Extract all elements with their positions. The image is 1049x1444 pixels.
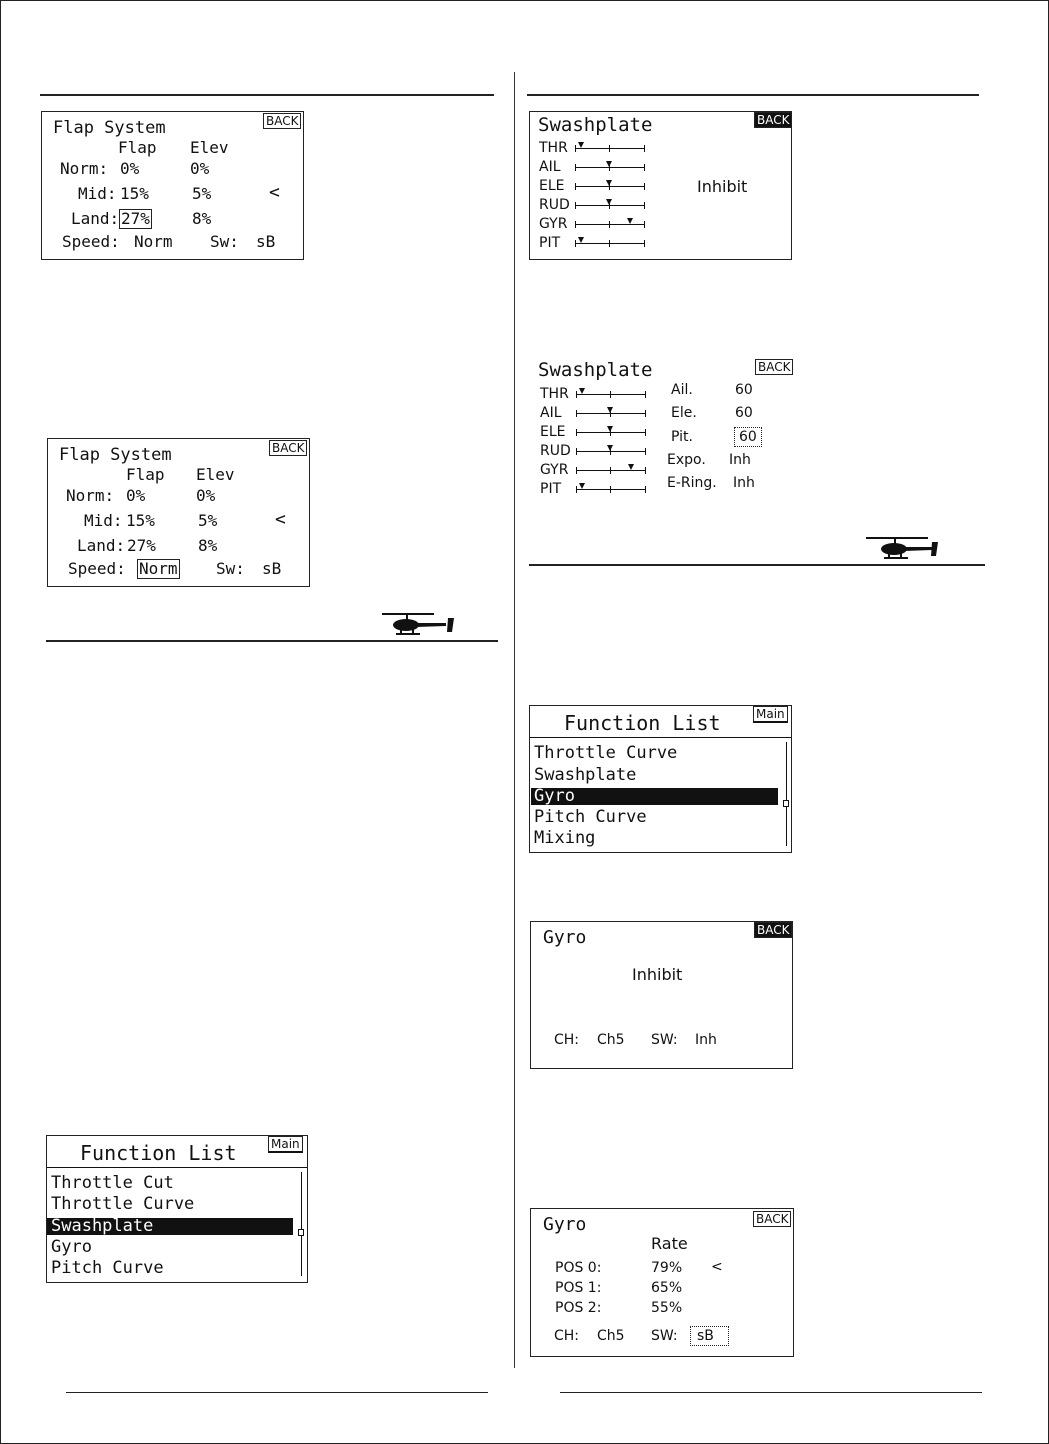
screen-title: Swashplate [538, 114, 653, 136]
flap-system-screen [47, 438, 310, 587]
expo-value[interactable]: Inh [729, 452, 751, 468]
switch-value[interactable]: sB [256, 232, 276, 251]
section-rule [46, 640, 498, 642]
ail-slider [575, 161, 645, 171]
list-item[interactable]: Mixing [534, 828, 596, 848]
gyr-slider [575, 218, 645, 228]
gyro-screen [530, 921, 793, 1069]
helicopter-icon [860, 534, 940, 562]
status-text[interactable]: Inhibit [632, 965, 683, 984]
screen-title: Function List [564, 711, 721, 735]
cursor-indicator: < [711, 1259, 723, 1275]
cursor-indicator: < [269, 182, 280, 203]
list-item[interactable]: Throttle Curve [534, 743, 678, 763]
back-button[interactable]: BACK [269, 440, 307, 456]
section-rule [40, 94, 494, 96]
channel-label: THR [539, 140, 568, 156]
channel-label: ELE [539, 178, 565, 194]
channel-label: GYR [540, 462, 569, 478]
rud-slider [575, 199, 645, 209]
list-item-selected[interactable]: Swashplate [47, 1218, 293, 1235]
back-button[interactable]: BACK [263, 113, 301, 129]
back-button[interactable]: BACK [755, 359, 793, 375]
section-rule [527, 94, 979, 96]
gyro-screen [530, 1208, 794, 1357]
mid-elev[interactable]: 5% [192, 184, 212, 203]
sw-value[interactable]: Inh [695, 1032, 717, 1048]
screen-title: Function List [80, 1141, 237, 1165]
function-list-screen [529, 705, 792, 853]
rud-slider [576, 445, 646, 455]
land-flap[interactable]: 27% [121, 209, 150, 228]
sw-label: SW: [651, 1328, 678, 1344]
screen-title: Gyro [543, 1214, 587, 1235]
ail-value[interactable]: 60 [735, 382, 753, 398]
ail-slider [576, 407, 646, 417]
land-flap[interactable]: 27% [127, 536, 156, 555]
ch-value[interactable]: Ch5 [597, 1328, 625, 1344]
pos1-value[interactable]: 65% [651, 1280, 683, 1296]
channel-label: AIL [539, 159, 561, 175]
swashplate-screen [529, 356, 796, 503]
norm-elev[interactable]: 0% [196, 486, 216, 505]
list-item[interactable]: Pitch Curve [534, 807, 647, 827]
title-divider [530, 737, 791, 738]
screen-title: Gyro [543, 927, 587, 948]
speed-label: Speed: [62, 232, 120, 251]
main-button[interactable]: Main [753, 706, 788, 723]
norm-flap[interactable]: 0% [126, 486, 146, 505]
section-rule [529, 564, 985, 566]
norm-label: Norm: [66, 486, 115, 505]
mid-label: Mid: [78, 184, 117, 203]
speed-label: Speed: [68, 559, 126, 578]
rate-header: Rate [651, 1234, 688, 1253]
pos0-value[interactable]: 79% [651, 1260, 683, 1276]
thr-slider [575, 142, 645, 152]
thr-slider [576, 388, 646, 398]
list-item[interactable]: Throttle Cut [51, 1173, 174, 1193]
status-text[interactable]: Inhibit [697, 177, 748, 196]
channel-label: ELE [540, 424, 566, 440]
pos1-label: POS 1: [555, 1280, 602, 1296]
function-list-screen [46, 1135, 308, 1283]
gyr-slider [576, 464, 646, 474]
expo-label: Expo. [667, 452, 706, 468]
back-button[interactable]: BACK [754, 922, 792, 938]
col-elev: Elev [196, 465, 235, 484]
main-button[interactable]: Main [268, 1136, 303, 1153]
pos0-label: POS 0: [555, 1260, 602, 1276]
col-flap: Flap [118, 138, 157, 157]
land-label: Land: [71, 209, 120, 228]
scrollbar[interactable] [786, 742, 787, 846]
mid-elev[interactable]: 5% [198, 511, 218, 530]
ele-slider [575, 180, 645, 190]
switch-label: Sw: [216, 559, 245, 578]
land-elev[interactable]: 8% [192, 209, 212, 228]
list-item[interactable]: Throttle Curve [51, 1194, 195, 1214]
col-flap: Flap [126, 465, 165, 484]
ele-slider [576, 426, 646, 436]
channel-label: GYR [539, 216, 568, 232]
ch-label: CH: [554, 1032, 580, 1048]
norm-flap[interactable]: 0% [120, 159, 140, 178]
land-label: Land: [77, 536, 126, 555]
ering-value[interactable]: Inh [733, 475, 755, 491]
ch-label: CH: [554, 1328, 580, 1344]
list-item[interactable]: Pitch Curve [51, 1258, 164, 1278]
mid-flap[interactable]: 15% [126, 511, 155, 530]
pit-slider [575, 237, 645, 247]
channel-label: RUD [539, 197, 570, 213]
screen-title: Flap System [59, 445, 172, 465]
back-button[interactable]: BACK [754, 112, 792, 128]
footer-rule [66, 1392, 488, 1393]
list-item[interactable]: Gyro [51, 1237, 92, 1257]
speed-value[interactable]: Norm [139, 559, 178, 578]
switch-value[interactable]: sB [262, 559, 282, 578]
mid-label: Mid: [84, 511, 123, 530]
pos2-label: POS 2: [555, 1300, 602, 1316]
norm-elev[interactable]: 0% [190, 159, 210, 178]
pos2-value[interactable]: 55% [651, 1300, 683, 1316]
col-elev: Elev [190, 138, 229, 157]
channel-label: RUD [540, 443, 571, 459]
screen-title: Swashplate [538, 359, 653, 381]
scrollbar-thumb[interactable] [298, 1229, 304, 1236]
ail-label: Ail. [671, 382, 693, 398]
ch-value[interactable]: Ch5 [597, 1032, 625, 1048]
land-elev[interactable]: 8% [198, 536, 218, 555]
channel-label: THR [540, 386, 569, 402]
speed-value[interactable]: Norm [134, 232, 173, 251]
screen-title: Flap System [53, 118, 166, 138]
channel-label: PIT [539, 235, 561, 251]
cursor-indicator: < [275, 509, 286, 530]
back-button[interactable]: BACK [753, 1211, 791, 1227]
column-divider [514, 72, 515, 1368]
pit-slider [576, 483, 646, 493]
channel-label: PIT [540, 481, 562, 497]
flap-system-screen [41, 111, 304, 260]
title-divider [47, 1167, 307, 1168]
sw-value[interactable]: sB [693, 1329, 726, 1343]
scrollbar[interactable] [301, 1172, 302, 1276]
mid-flap[interactable]: 15% [120, 184, 149, 203]
ering-label: E-Ring. [667, 475, 717, 491]
channel-label: AIL [540, 405, 562, 421]
list-item-selected[interactable]: Gyro [531, 788, 778, 805]
swashplate-screen [529, 111, 792, 260]
list-item[interactable]: Swashplate [534, 765, 637, 785]
sw-label: SW: [651, 1032, 678, 1048]
pit-value[interactable]: 60 [739, 429, 757, 445]
ele-value[interactable]: 60 [735, 405, 753, 421]
pit-label: Pit. [671, 429, 693, 445]
switch-label: Sw: [210, 232, 239, 251]
norm-label: Norm: [60, 159, 109, 178]
helicopter-icon [376, 610, 456, 638]
scrollbar-thumb[interactable] [783, 800, 789, 807]
ele-label: Ele. [671, 405, 697, 421]
footer-rule [560, 1392, 982, 1393]
